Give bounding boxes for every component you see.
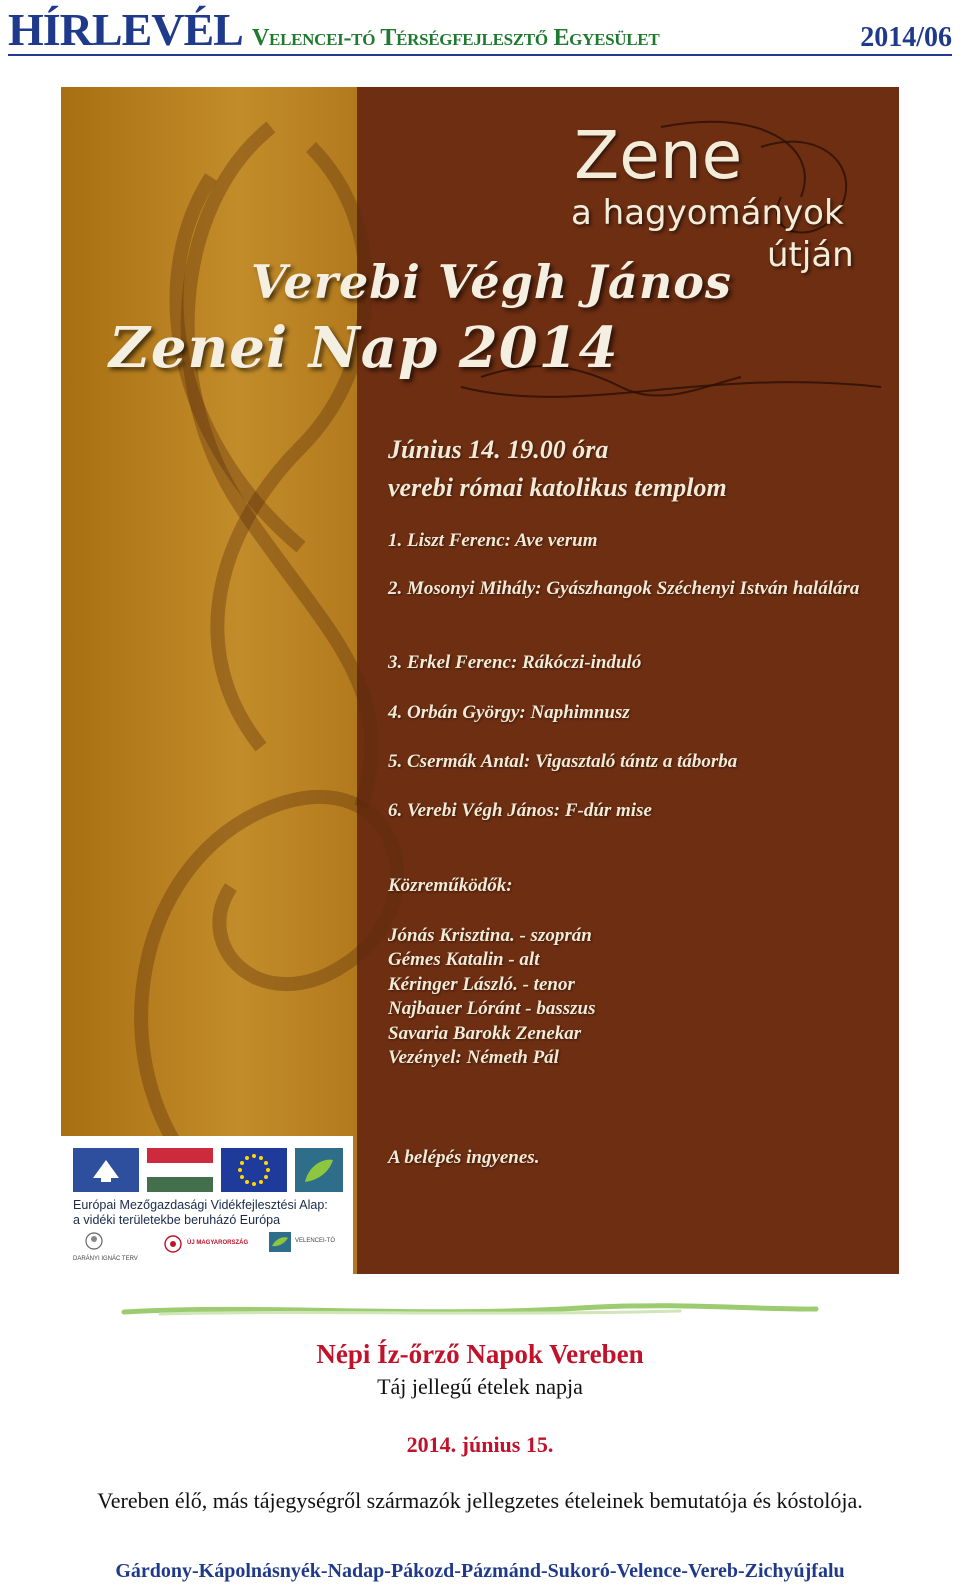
coat-of-arms-flag-icon bbox=[73, 1148, 139, 1192]
sponsor-logos bbox=[61, 1136, 353, 1274]
entry-note: A belépés ingyenes. bbox=[388, 1147, 540, 1168]
performer-item: Najbauer Lóránt - basszus bbox=[388, 998, 596, 1019]
poster-heading-zene: Zene bbox=[574, 117, 743, 194]
new-hungary-label: ÚJ MAGYARORSZÁG bbox=[187, 1240, 249, 1246]
performer-item: Jónás Krisztina. - szoprán bbox=[388, 925, 592, 946]
concert-poster bbox=[61, 87, 899, 1274]
concert-venue: verebi római katolikus templom bbox=[388, 473, 727, 502]
eu-flag-icon bbox=[221, 1148, 287, 1192]
footer-towns: Gárdony-Kápolnásnyék-Nadap-Pákozd-Pázmánd-Sukoró-Velence-Vereb-Zichyújfalu bbox=[115, 1560, 845, 1582]
hungarian-flag-icon bbox=[147, 1148, 213, 1192]
eafrd-text-line2: a vidéki területekbe beruházó Európa bbox=[73, 1213, 281, 1227]
program-item: 3. Erkel Ferenc: Rákóczi-induló bbox=[388, 652, 642, 673]
performers-heading: Közreműködők: bbox=[388, 875, 513, 896]
program-item: 2. Mosonyi Mihály: Gyászhangok Széchenyi István halálára bbox=[388, 578, 860, 599]
program-item: 5. Csermák Antal: Vigasztaló tántz a táborba bbox=[388, 751, 738, 772]
program-item: 6. Verebi Végh János: F-dúr mise bbox=[388, 800, 652, 821]
concert-date: Június 14. 19.00 óra bbox=[388, 435, 609, 464]
poster-subheading-2: útján bbox=[767, 235, 854, 275]
issue-number: 2014/06 bbox=[860, 22, 952, 53]
article-title: Népi Íz-őrző Napok Vereben bbox=[316, 1339, 644, 1369]
article-date: 2014. június 15. bbox=[406, 1432, 554, 1457]
daranyi-plan-label: DARÁNYI IGNÁC TERV bbox=[73, 1256, 138, 1262]
program-item: 4. Orbán György: Naphimnusz bbox=[388, 702, 630, 723]
performer-item: Vezényel: Németh Pál bbox=[388, 1047, 559, 1068]
new-hungary-emblem-icon bbox=[163, 1234, 183, 1254]
organization-name: Velencei-tó Térségfejlesztő Egyesület bbox=[252, 25, 660, 51]
velence-lake-label: VELENCEI-TÓ bbox=[295, 1238, 336, 1244]
daranyi-portrait-icon bbox=[85, 1232, 103, 1250]
newsletter-header bbox=[8, 6, 952, 56]
green-brush-divider bbox=[120, 1300, 820, 1324]
article-body: Vereben élő, más tájegységről származók jellegzetes ételeinek bemutatója és kóstolója. bbox=[97, 1488, 863, 1513]
velence-lake-logo-icon bbox=[269, 1232, 291, 1252]
article-subtitle: Táj jellegű ételek napja bbox=[377, 1374, 583, 1399]
performer-item: Gémes Katalin - alt bbox=[388, 949, 540, 970]
poster-title-line2: Zenei Nap 2014 bbox=[109, 315, 619, 381]
program-item: 1. Liszt Ferenc: Ave verum bbox=[388, 530, 598, 551]
performer-item: Kéringer László. - tenor bbox=[388, 974, 575, 995]
newsletter-title: HÍRLEVÉL bbox=[8, 4, 243, 55]
eafrd-text-line1: Európai Mezőgazdasági Vidékfejlesztési Alap: bbox=[73, 1198, 328, 1212]
performer-item: Savaria Barokk Zenekar bbox=[388, 1023, 582, 1044]
poster-title-line1: Verebi Végh János bbox=[251, 255, 732, 309]
poster-subheading-1: a hagyományok bbox=[571, 193, 844, 233]
leader-logo-icon bbox=[295, 1148, 343, 1192]
